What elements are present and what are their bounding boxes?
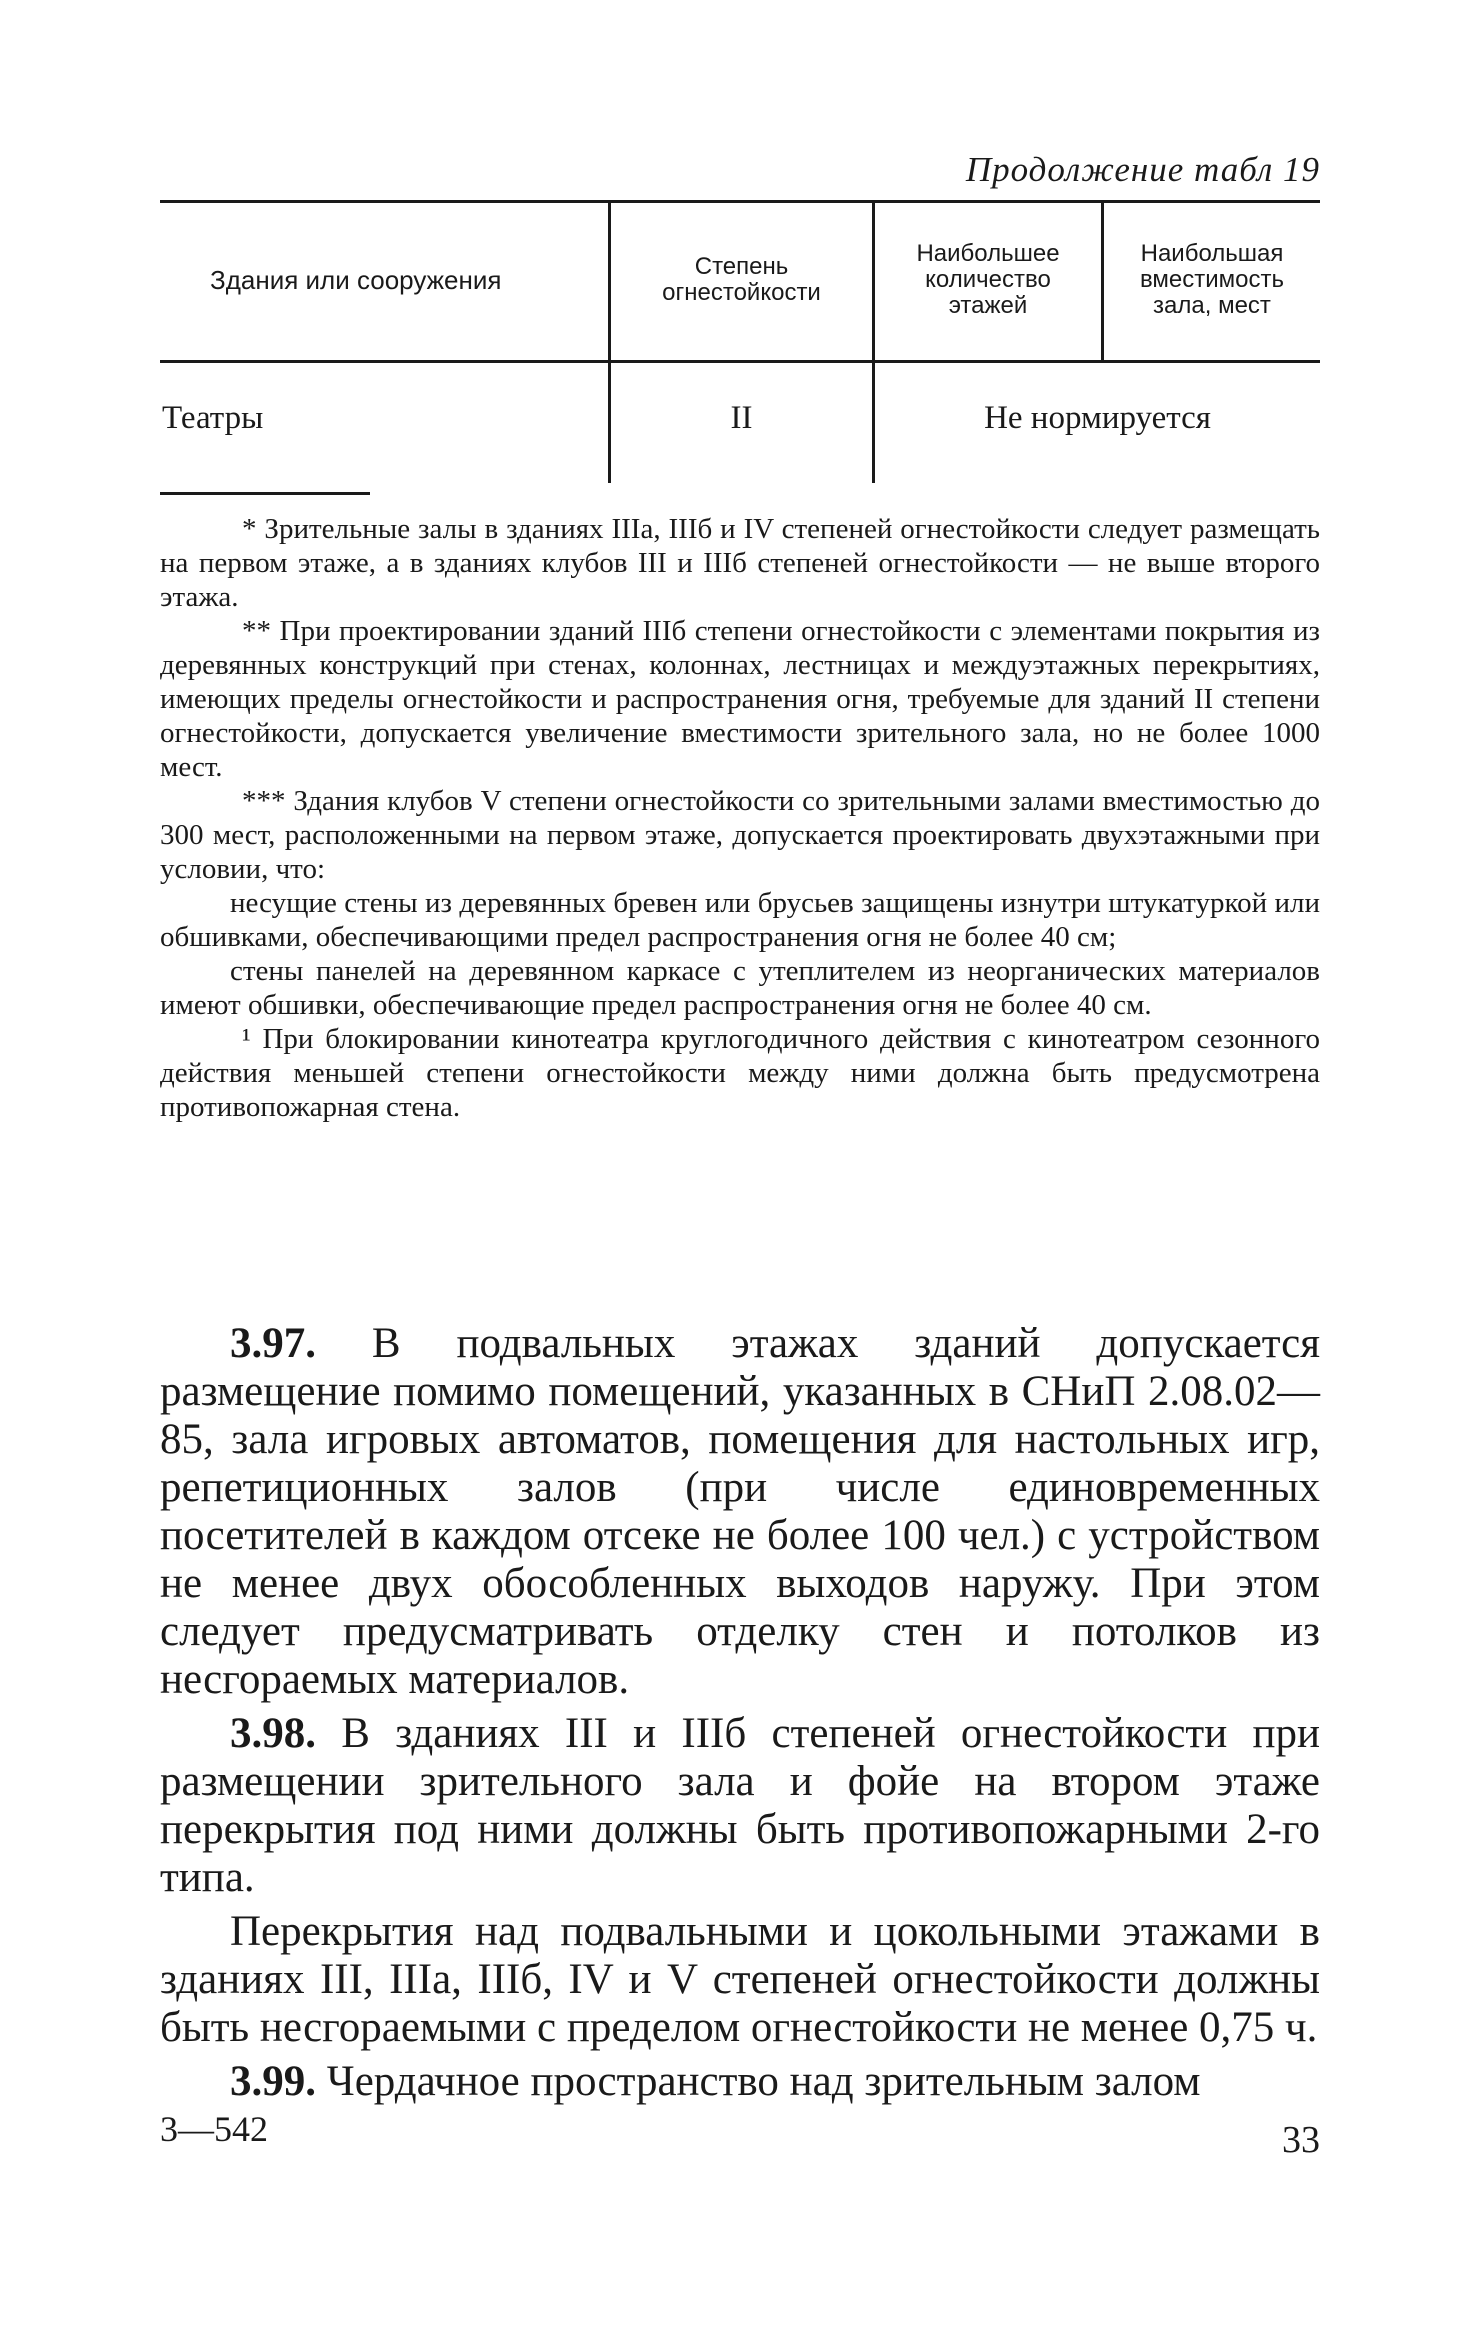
header-max-floors: Наибольшее количество этажей xyxy=(874,200,1103,362)
footnote-3-item-2: стены панелей на деревянном каркасе с утеплителем из неорганических материалов имеют обшивки, обеспечивающие предел распространения огня не более 40 см. xyxy=(160,955,1320,1021)
table-continuation-caption: Продолжение табл 19 xyxy=(965,150,1320,189)
paragraph-text: В зданиях III и IIIб степеней огнестойкости при размещении зрительного зала и фойе на втором этаже перекрытия под ними должны быть противопожарными 2-го типа. xyxy=(160,1710,1320,1901)
paragraph-3-98-continued xyxy=(160,1908,1320,2052)
footnote-3-item-1: несущие стены из деревянных бревен или брусьев защищены изнутри штукатуркой или обшивками, обеспечивающими предел распространения огня не более 40 см; xyxy=(160,887,1320,953)
paragraph-number: 3.98. xyxy=(230,1710,316,1757)
specs-table xyxy=(160,200,1320,483)
footnotes xyxy=(160,512,1320,1124)
header-degree: Степень огнестойкости xyxy=(610,200,874,362)
paragraph-number: 3.97. xyxy=(230,1320,316,1367)
table-row xyxy=(160,362,1320,484)
cell-not-normalized: Не нормируется xyxy=(874,362,1321,484)
paragraph-text: Чердачное пространство над зрительным залом xyxy=(316,2058,1201,2105)
paragraph-3-97 xyxy=(160,1320,1320,1704)
cell-degree: II xyxy=(610,362,874,484)
cell-building: Театры xyxy=(162,399,264,436)
main-text xyxy=(160,1320,1320,2112)
paragraph-3-98 xyxy=(160,1710,1320,1902)
print-signature: 3—542 xyxy=(160,2109,268,2149)
paragraph-3-99 xyxy=(160,2058,1320,2106)
footnote-separator xyxy=(160,492,370,495)
footnote-3: *** Здания клубов V степени огнестойкости со зрительными залами вместимостью до 300 мест, расположенными на первом этаже, допускается проектировать двухэтажными при условии, что: xyxy=(160,785,1320,885)
paragraph-text: В подвальных этажах зданий допускается размещение помимо помещений, указанных в СНиП 2.08.02—85, зала игровых автоматов, помещения для настольных игр, репетиционных залов (при числе единовременных посетителей в каждом отсеке не более 100 чел.) с устройством не менее двух обособленных выходов наружу. При этом следует предусматривать отделку стен и потолков из несгораемых материалов. xyxy=(160,1320,1320,1703)
header-buildings: Здания или сооружения xyxy=(210,265,502,295)
page-number: 33 xyxy=(1282,2119,1320,2161)
footnote-2: ** При проектировании зданий IIIб степени огнестойкости с элементами покрытия из деревянных конструкций при стенах, колоннах, лестницах и междуэтажных перекрытиях, имеющих пределы огнестойкости и распространения огня, требуемые для зданий II степени огнестойкости, допускается увеличение вместимости зрительного зала, но не более 1000 мест. xyxy=(160,615,1320,783)
footnote-1: * Зрительные залы в зданиях IIIа, IIIб и IV степеней огнестойкости следует размещать на первом этаже, а в зданиях клубов III и IIIб степеней огнестойкости — не выше второго этажа. xyxy=(160,513,1320,613)
header-max-capacity: Наибольшая вместимость зала, мест xyxy=(1103,200,1321,362)
paragraph-text: Перекрытия над подвальными и цокольными этажами в зданиях III, IIIа, IIIб, IV и V степеней огнестойкости должны быть несгораемыми с пределом огнестойкости не менее 0,75 ч. xyxy=(160,1908,1320,2051)
footnote-4: ¹ При блокировании кинотеатра круглогодичного действия с кинотеатром сезонного действия меньшей степени огнестойкости между ними должна быть предусмотрена противопожарная стена. xyxy=(160,1023,1320,1123)
table-header-row xyxy=(160,200,1320,362)
paragraph-number: 3.99. xyxy=(230,2058,316,2105)
